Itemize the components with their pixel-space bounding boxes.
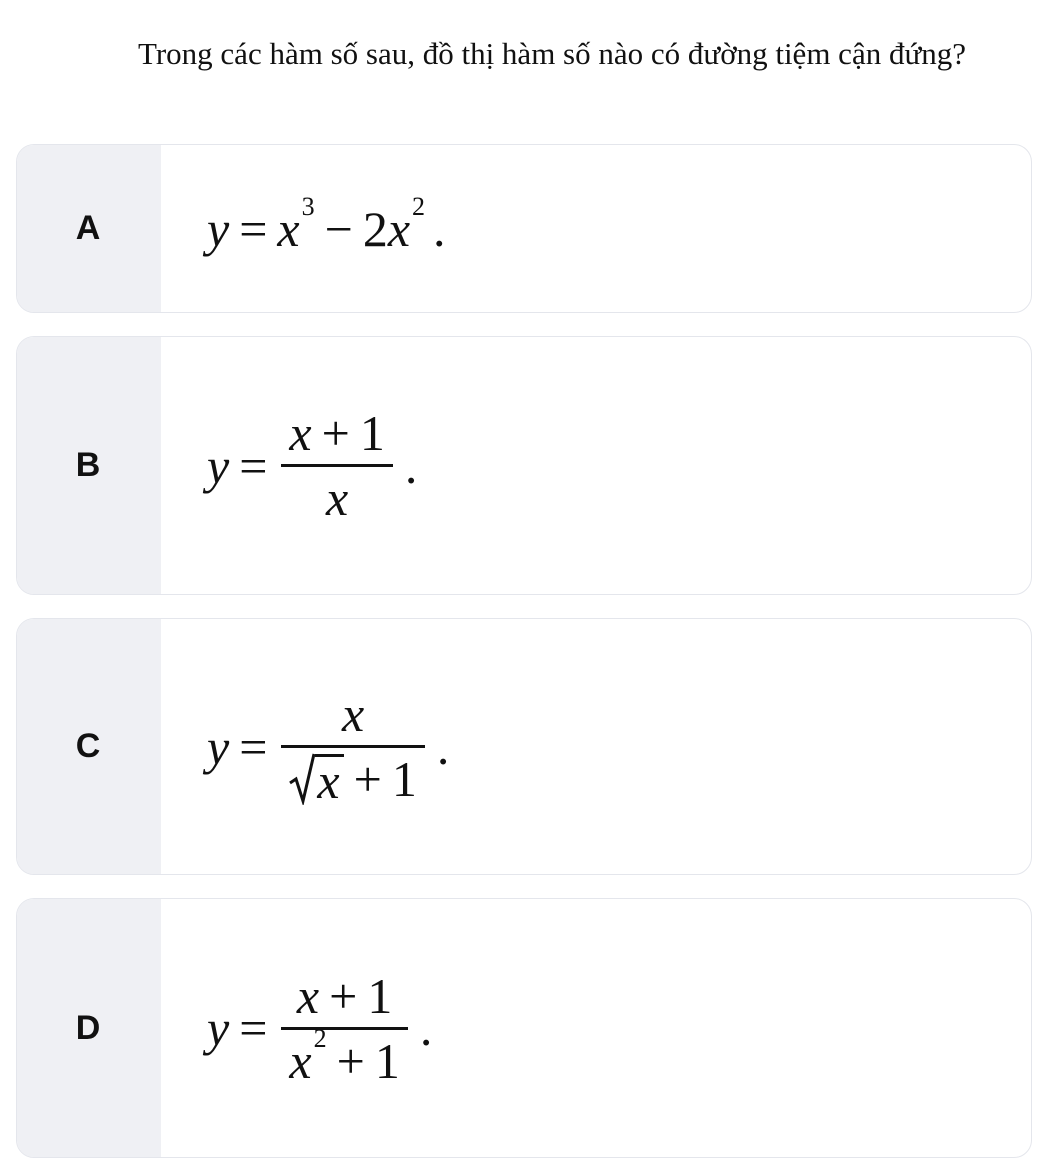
fraction-numerator bbox=[289, 965, 400, 1027]
option-letter-cell bbox=[17, 145, 161, 312]
option-a[interactable] bbox=[16, 144, 1032, 313]
sqrt bbox=[289, 753, 343, 809]
formula-eq: = bbox=[239, 437, 268, 494]
option-letter: B bbox=[75, 446, 101, 484]
formula-eq: = bbox=[239, 718, 268, 775]
formula-coef: 2 bbox=[362, 200, 388, 257]
fraction-numerator bbox=[334, 683, 372, 745]
option-c[interactable] bbox=[16, 618, 1032, 875]
formula-var: x bbox=[342, 686, 365, 742]
formula-var: x bbox=[289, 405, 312, 461]
formula-var: y bbox=[207, 437, 230, 494]
question-text: Trong các hàm số sau, đồ thị hàm số nào có đường tiệm cận đứng? bbox=[138, 36, 967, 71]
formula-var: x bbox=[326, 470, 349, 526]
formula-var: x bbox=[289, 1032, 312, 1089]
fraction-numerator bbox=[281, 402, 392, 464]
option-letter-cell bbox=[17, 619, 161, 874]
formula-const: 1 bbox=[359, 405, 385, 461]
option-formula bbox=[207, 145, 446, 312]
formula-const: 1 bbox=[374, 1032, 400, 1089]
fraction bbox=[281, 965, 407, 1092]
formula-op: + bbox=[336, 1032, 365, 1089]
formula-exponent: 2 bbox=[313, 1023, 327, 1053]
formula-var: y bbox=[207, 718, 230, 775]
formula-var: x bbox=[277, 200, 300, 257]
option-letter-cell bbox=[17, 899, 161, 1157]
option-letter: C bbox=[75, 727, 101, 765]
formula-op: − bbox=[324, 200, 353, 257]
formula-eq: = bbox=[239, 200, 268, 257]
formula-var: y bbox=[207, 200, 230, 257]
fraction-denominator bbox=[281, 1023, 407, 1092]
formula-exponent: 2 bbox=[412, 191, 426, 221]
option-d[interactable] bbox=[16, 898, 1032, 1158]
formula-exponent: 3 bbox=[301, 191, 315, 221]
formula-op: + bbox=[353, 751, 382, 807]
formula-var: x bbox=[387, 200, 411, 257]
formula-const: 1 bbox=[367, 967, 393, 1024]
option-formula bbox=[207, 899, 432, 1157]
option-letter-cell bbox=[17, 337, 161, 594]
formula-end: . bbox=[433, 200, 446, 257]
option-formula bbox=[207, 337, 417, 594]
option-letter: A bbox=[75, 209, 101, 247]
formula-eq: = bbox=[239, 1000, 268, 1056]
formula-op: + bbox=[321, 405, 350, 461]
formula-end: . bbox=[436, 718, 450, 775]
formula-var: x bbox=[315, 754, 343, 805]
formula-const: 1 bbox=[391, 751, 417, 807]
formula-var: y bbox=[207, 1000, 230, 1056]
formula-var: x bbox=[296, 967, 320, 1024]
option-letter: D bbox=[75, 1008, 101, 1047]
option-formula bbox=[207, 619, 449, 874]
fraction-denominator bbox=[318, 467, 356, 529]
formula-end: . bbox=[404, 437, 418, 494]
fraction bbox=[281, 683, 424, 810]
formula-op: + bbox=[329, 967, 358, 1024]
formula-end: . bbox=[419, 1000, 433, 1056]
fraction bbox=[281, 402, 392, 529]
fraction-denominator bbox=[281, 748, 424, 810]
option-b[interactable] bbox=[16, 336, 1032, 595]
sqrt-radical-icon bbox=[289, 753, 315, 805]
